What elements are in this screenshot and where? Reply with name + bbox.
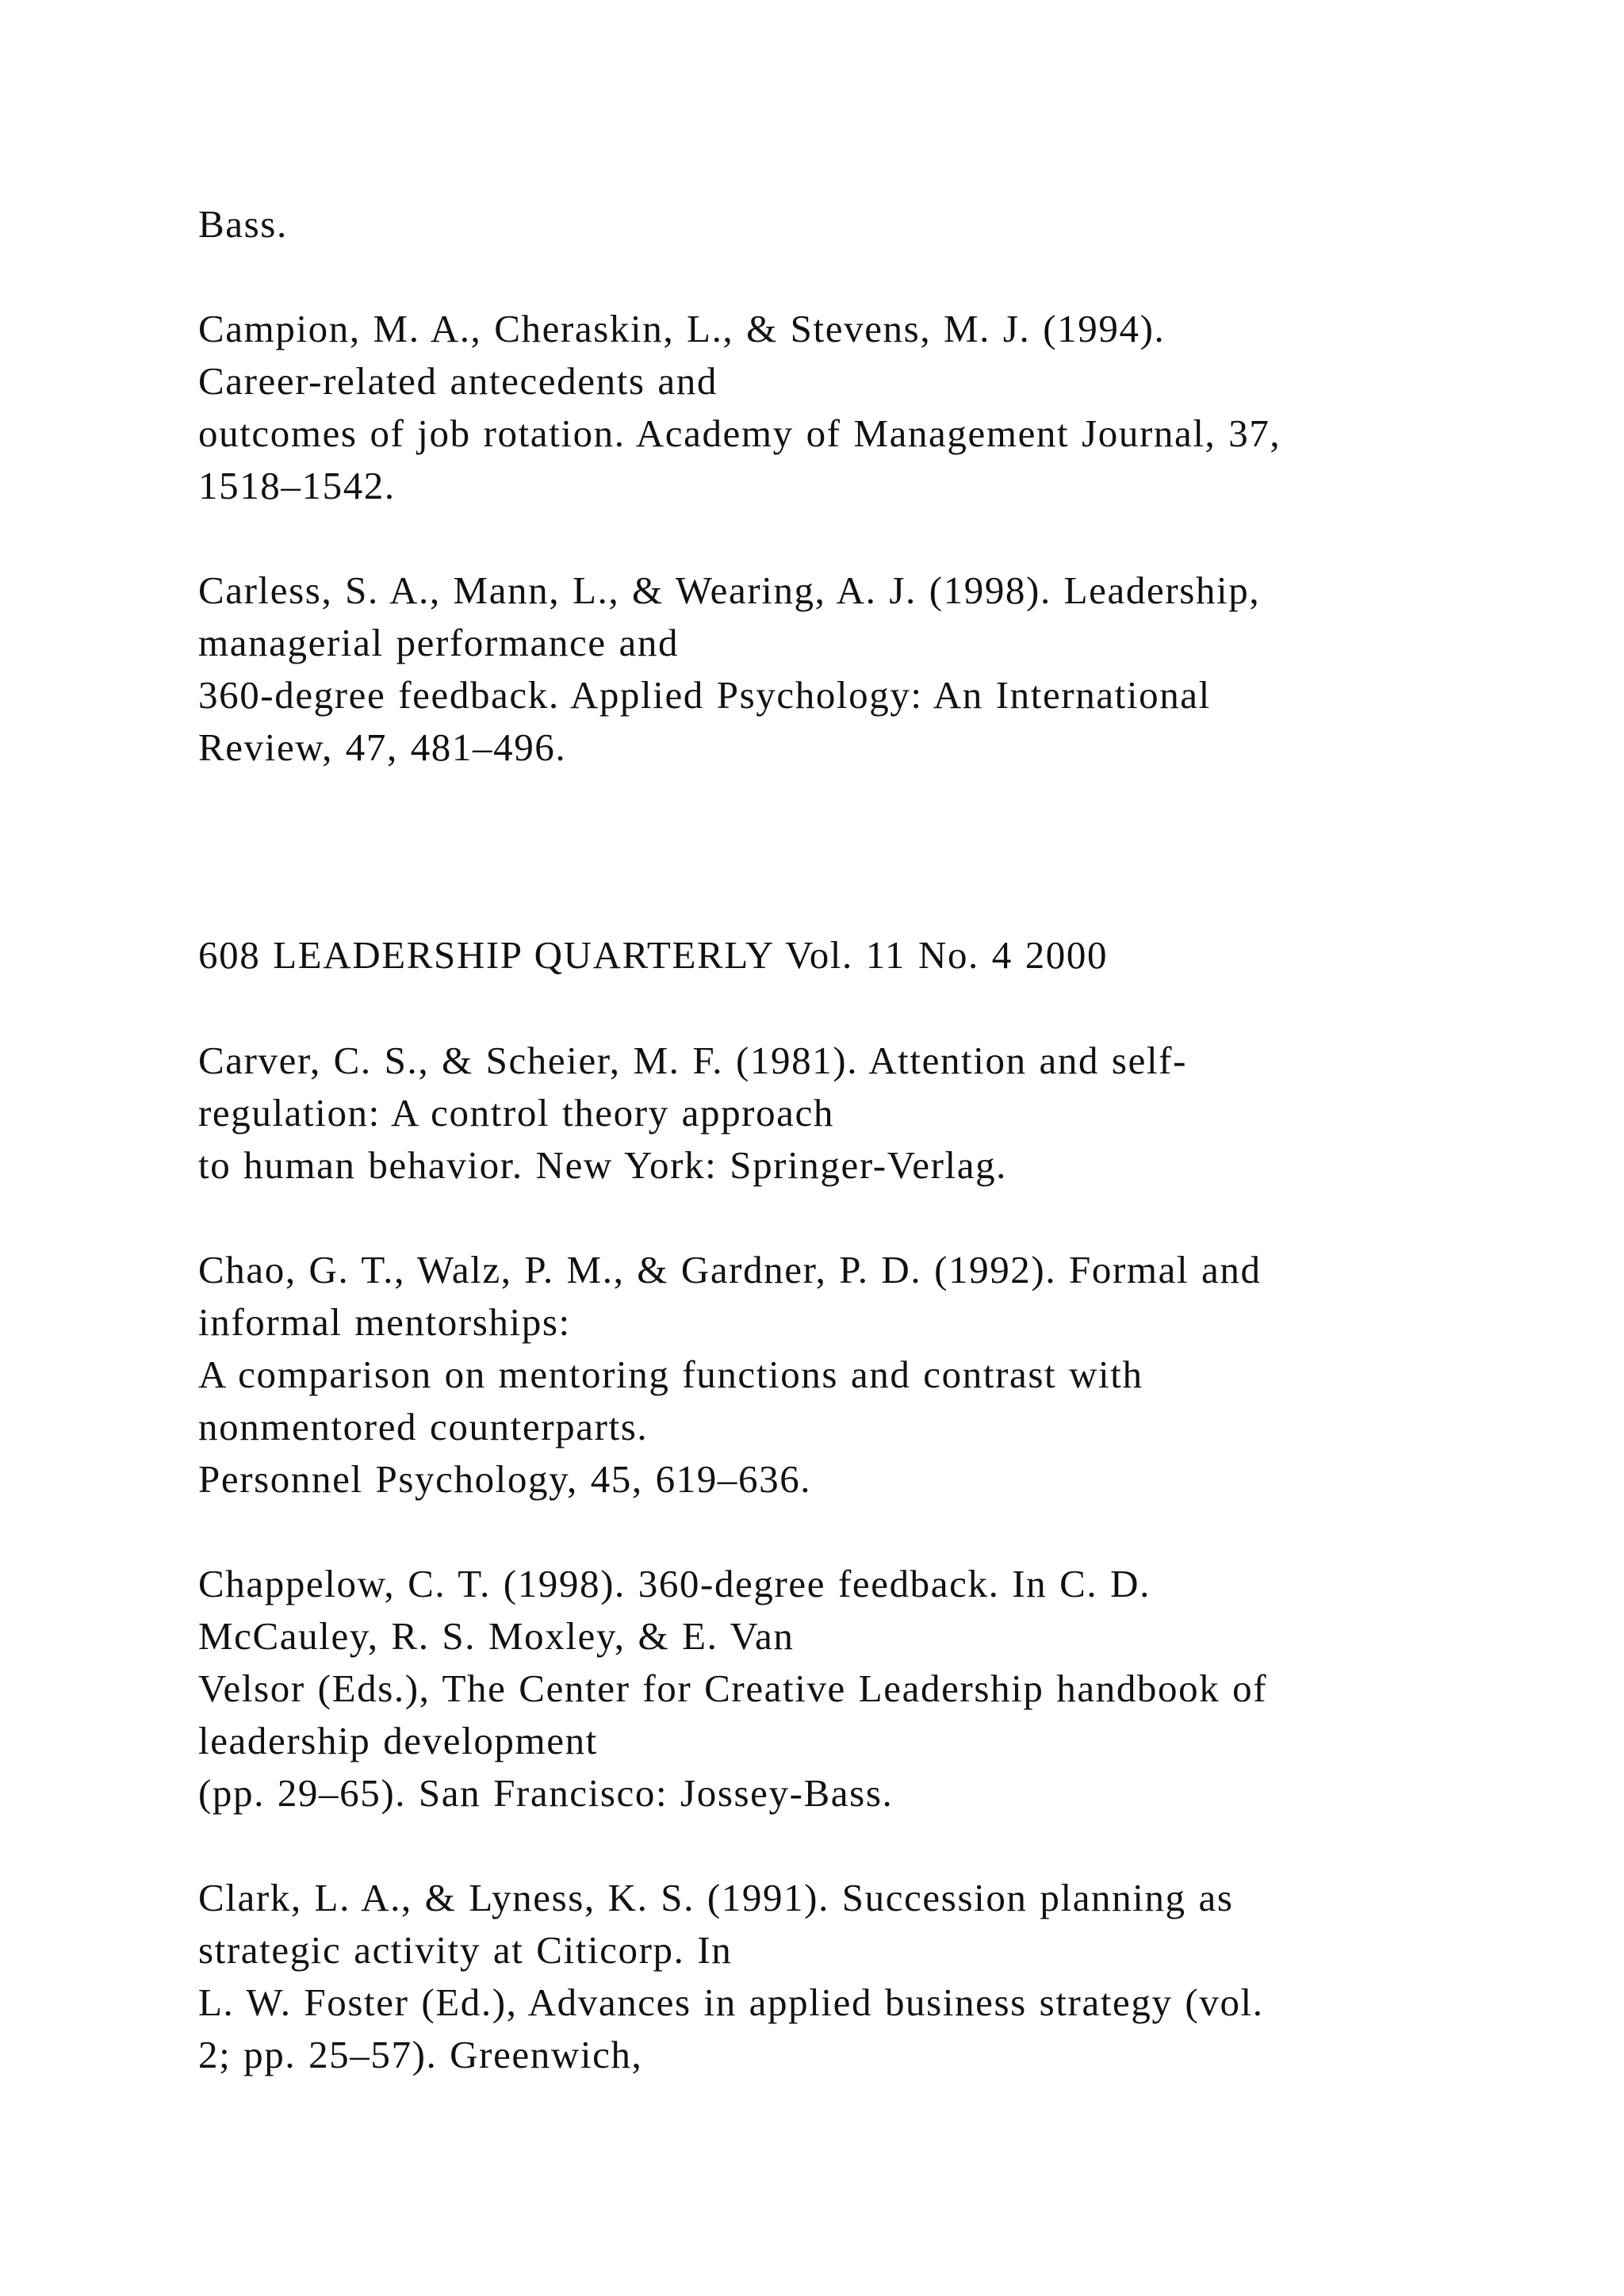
reference-line: 1518–1542. <box>198 464 396 507</box>
reference-line: strategic activity at Citicorp. In <box>198 1928 733 1972</box>
running-header-text: 608 LEADERSHIP QUARTERLY Vol. 11 No. 4 2000 <box>198 933 1109 977</box>
reference-line: L. W. Foster (Ed.), Advances in applied business strategy (vol. <box>198 1980 1264 2024</box>
reference-line: Bass. <box>198 202 288 246</box>
reference-line: informal mentorships: <box>198 1300 571 1344</box>
reference-line: A comparison on mentoring functions and contrast with <box>198 1353 1143 1396</box>
reference-line: Personnel Psychology, 45, 619–636. <box>198 1457 812 1501</box>
reference-line: managerial performance and <box>198 621 680 664</box>
paragraph-gap <box>198 512 1507 564</box>
reference-line: Clark, L. A., & Lyness, K. S. (1991). Succession planning as <box>198 1876 1234 1919</box>
paragraph-gap <box>198 1506 1507 1558</box>
references-block-top <box>198 198 1507 774</box>
reference-line: (pp. 29–65). San Francisco: Jossey-Bass. <box>198 1771 894 1815</box>
reference-line: regulation: A control theory approach <box>198 1091 834 1135</box>
reference-line: outcomes of job rotation. Academy of Management Journal, 37, <box>198 411 1281 455</box>
paragraph-gap <box>198 251 1507 303</box>
reference-line: Carver, C. S., & Scheier, M. F. (1981). Attention and self- <box>198 1039 1187 1082</box>
reference-line: Chappelow, C. T. (1998). 360-degree feedback. In C. D. <box>198 1562 1151 1605</box>
reference-line: Career-related antecedents and <box>198 359 718 403</box>
reference-line: 2; pp. 25–57). Greenwich, <box>198 2033 643 2076</box>
paragraph-gap <box>198 1192 1507 1244</box>
running-header <box>198 929 1507 982</box>
paragraph-gap <box>198 1820 1507 1872</box>
reference-line: McCauley, R. S. Moxley, & E. Van <box>198 1614 795 1658</box>
reference-line: to human behavior. New York: Springer-Verlag. <box>198 1143 1008 1187</box>
reference-line: nonmentored counterparts. <box>198 1405 649 1448</box>
reference-line: 360-degree feedback. Applied Psychology: An International <box>198 673 1211 717</box>
references-block-bottom <box>198 1035 1507 2081</box>
reference-line: leadership development <box>198 1719 598 1762</box>
reference-line: Velsor (Eds.), The Center for Creative Leadership handbook of <box>198 1667 1268 1710</box>
reference-line: Chao, G. T., Walz, P. M., & Gardner, P. D. (1992). Formal and <box>198 1248 1262 1292</box>
reference-line: Review, 47, 481–496. <box>198 725 567 769</box>
reference-line: Carless, S. A., Mann, L., & Wearing, A. J. (1998). Leadership, <box>198 568 1261 612</box>
reference-line: Campion, M. A., Cheraskin, L., & Stevens, M. J. (1994). <box>198 307 1166 350</box>
